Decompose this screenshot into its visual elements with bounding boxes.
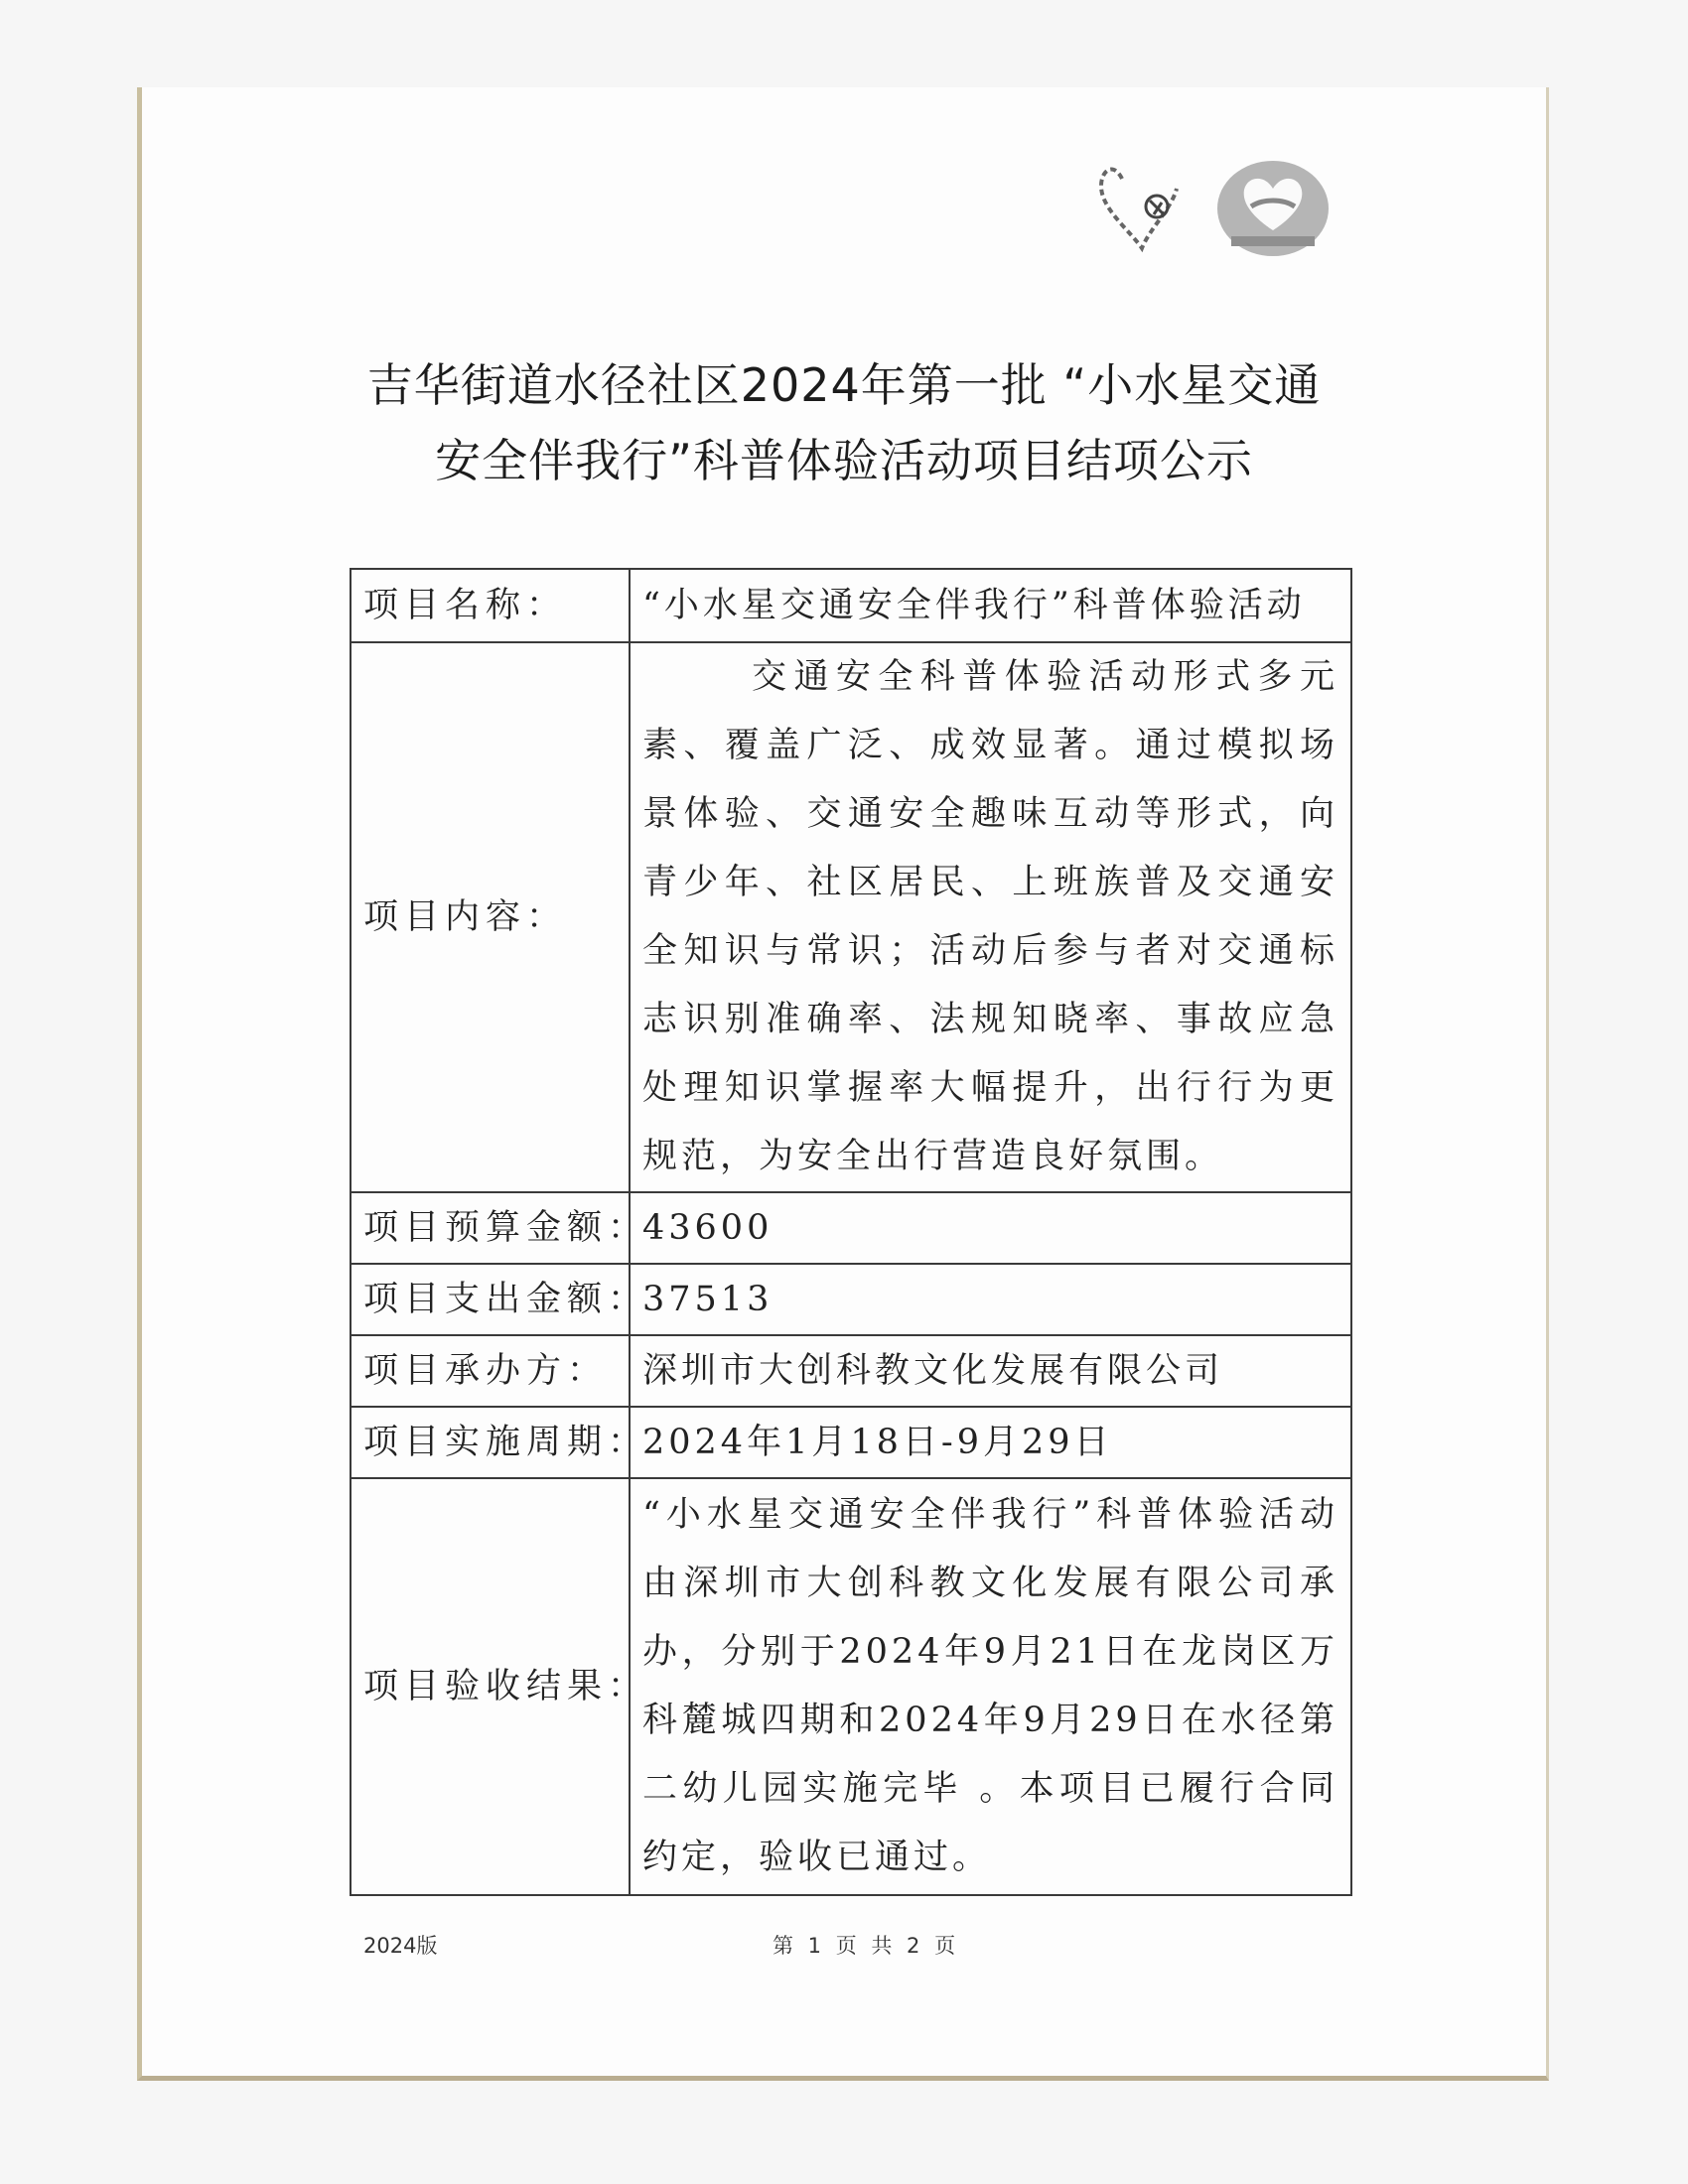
organizer-value: 深圳市大创科教文化发展有限公司	[630, 1335, 1351, 1407]
table-row-organizer	[351, 1335, 1351, 1407]
period-value: 2024年1月18日-9月29日	[630, 1407, 1351, 1478]
period-label: 项目实施周期：	[351, 1407, 630, 1478]
table-row-period	[351, 1407, 1351, 1478]
organizer-label: 项目承办方：	[351, 1335, 630, 1407]
title-line-1: 吉华街道水径社区2024年第一批 “小水星交通	[366, 358, 1322, 412]
project-content-label: 项目内容：	[351, 642, 630, 1192]
project-name-value: “小水星交通安全伴我行”科普体验活动	[630, 569, 1351, 642]
acceptance-result-value: “小水星交通安全伴我行”科普体验活动由深圳市大创科教文化发展有限公司承办，分别于2024年9月21日在龙岗区万科麓城四期和2024年9月29日在水径第二幼儿园实施完毕 。本项目已履行合同约定，验收已通过。	[630, 1478, 1351, 1895]
acceptance-result-label: 项目验收结果：	[351, 1478, 630, 1895]
table-row-expenditure	[351, 1264, 1351, 1335]
title-line-2: 安全伴我行”科普体验活动项目结项公示	[435, 434, 1253, 487]
budget-label: 项目预算金额：	[351, 1192, 630, 1264]
table-row-project-name	[351, 569, 1351, 642]
party-emblem-heart-icon	[1101, 170, 1177, 248]
community-heart-icon	[1217, 161, 1329, 256]
footer-version: 2024版	[363, 1934, 438, 1958]
expenditure-value: 37513	[630, 1264, 1351, 1335]
project-info-table	[350, 568, 1352, 1896]
project-name-label: 项目名称：	[351, 569, 630, 642]
project-content-value: 交通安全科普体验活动形式多元素、覆盖广泛、成效显著。通过模拟场景体验、交通安全趣味互动等形式，向青少年、社区居民、上班族普及交通安全知识与常识；活动后参与者对交通标志识别准确率、法规知晓率、事故应急处理知识掌握率大幅提升，出行行为更规范，为安全出行营造良好氛围。	[630, 642, 1351, 1192]
budget-value: 43600	[630, 1192, 1351, 1264]
document-title	[328, 347, 1360, 498]
table-row-project-content	[351, 642, 1351, 1192]
footer-page-number: 第 1 页 共 2 页	[773, 1934, 960, 1958]
expenditure-label: 项目支出金额：	[351, 1264, 630, 1335]
table-row-acceptance-result	[351, 1478, 1351, 1895]
table-row-budget	[351, 1192, 1351, 1264]
header-logos	[1092, 149, 1340, 268]
